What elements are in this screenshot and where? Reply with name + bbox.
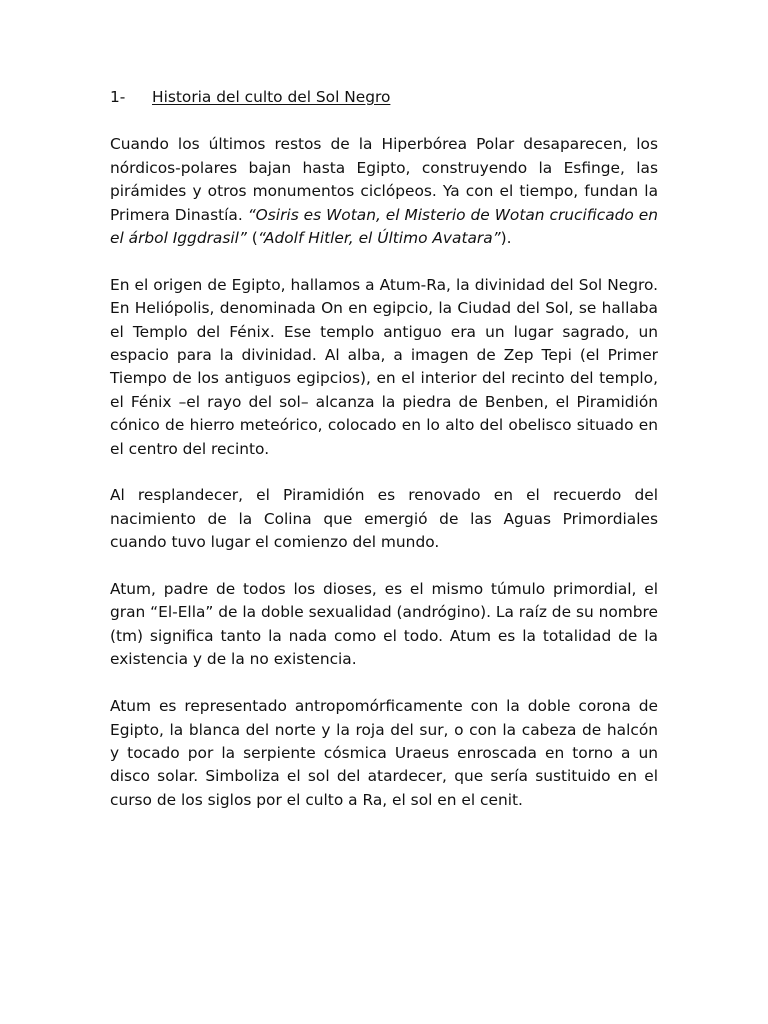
paragraph-1-intro: Cuando los últimos restos de la Hiperbórea Polar desaparecen, los nórdicos-polares bajan hasta Egipto, construyendo la Esfinge, las pirámides y otros monumentos ciclópeos. Ya con el tiempo, fundan la Primera Dinastía. [110, 135, 658, 224]
paragraph-1 [110, 133, 658, 250]
paragraph-2: En el origen de Egipto, hallamos a Atum-Ra, la divinidad del Sol Negro. En Heliópolis, denominada On en egipcio, la Ciudad del Sol, se hallaba el Templo del Fénix. Ese templo antiguo era un lugar sagrado, un espacio para la divinidad. Al alba, a imagen de Zep Tepi (el Primer Tiempo de los antiguos egipcios), en el interior del recinto del templo, el Fénix –el rayo del sol– alcanza la piedra de Benben, el Piramidión cónico de hierro meteórico, colocado en lo alto del obelisco situado en el centro del recinto. [110, 275, 658, 458]
document-page [110, 86, 658, 836]
paragraph-3: Al resplandecer, el Piramidión es renovado en el recuerdo del nacimiento de la Colina que emergió de las Aguas Primordiales cuando tuvo lugar el comienzo del mundo. [110, 486, 658, 552]
section-heading [110, 86, 658, 109]
paragraph-1-open-paren: ( [246, 229, 258, 248]
section-title: Historia del culto del Sol Negro [152, 88, 391, 106]
section-number: 1- [110, 88, 126, 106]
paragraph-5: Atum es representado antropomórficamente con la doble corona de Egipto, la blanca del norte y la roja del sur, o con la cabeza de halcón y tocado por la serpiente cósmica Uraeus enroscada en torno a un disco solar. Simboliza el sol del atardecer, que sería sustituido en el curso de los siglos por el culto a Ra, el sol en el cenit. [110, 697, 658, 809]
paragraph-4: Atum, padre de todos los dioses, es el mismo túmulo primordial, el gran “El-Ella” de la doble sexualidad (andrógino). La raíz de su nombre (tm) significa tanto la nada como el todo. Atum es la totalidad de la existencia y de la no existencia. [110, 580, 658, 669]
paragraph-1-close: ). [500, 229, 512, 248]
paragraph-1-quote: “Osiris es Wotan, el Misterio de Wotan crucificado en el árbol Iggdrasil” [110, 205, 658, 248]
paragraph-1-source: “Adolf Hitler, el Último Avatara” [257, 229, 501, 248]
